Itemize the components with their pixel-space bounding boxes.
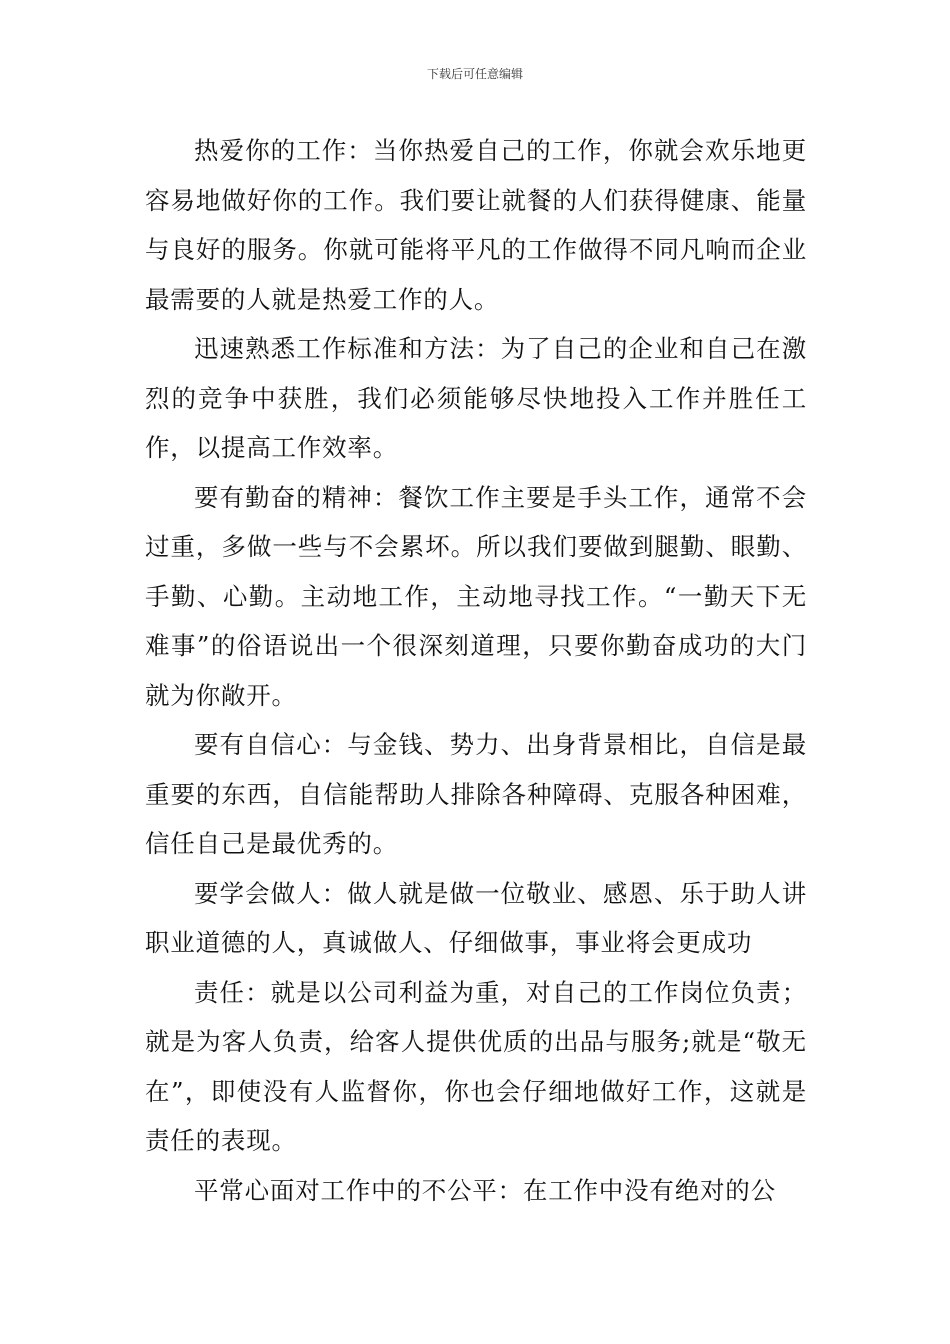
paragraph-love-work: 热爱你的工作：当你热爱自己的工作，你就会欢乐地更容易地做好你的工作。我们要让就餐的人们获得健康、能量与良好的服务。你就可能将平凡的工作做得不同凡响而企业最需要的人就是热爱工作的人。 [145,136,807,314]
paragraph-diligence: 要有勤奋的精神：餐饮工作主要是手头工作，通常不会过重，多做一些与不会累坏。所以我们要做到腿勤、眼勤、手勤、心勤。主动地工作，主动地寻找工作。“一勤天下无难事”的俗语说出一个很深刻道理，只要你勤奋成功的大门就为你敞开。 [145,482,807,710]
paragraph-fairness: 平常心面对工作中的不公平：在工作中没有绝对的公 [194,1175,776,1205]
paragraph-responsibility: 责任：就是以公司利益为重，对自己的工作岗位负责；就是为客人负责，给客人提供优质的出品与服务;就是“敬无在”，即使没有人监督你，你也会仔细地做好工作，这就是责任的表现。 [145,977,807,1155]
paragraph-be-a-good-person: 要学会做人：做人就是做一位敬业、感恩、乐于助人讲职业道德的人，真诚做人、仔细做事，事业将会更成功 [145,878,807,957]
paragraph-learn-standards: 迅速熟悉工作标准和方法：为了自己的企业和自己在激烈的竞争中获胜，我们必须能够尽快地投入工作并胜任工作，以提高工作效率。 [145,334,807,462]
document-body [145,126,807,1215]
page-header: 下载后可任意编辑 [426,67,523,81]
paragraph-confidence: 要有自信心：与金钱、势力、出身背景相比，自信是最重要的东西，自信能帮助人排除各种障碍、克服各种困难，信任自己是最优秀的。 [145,730,807,858]
